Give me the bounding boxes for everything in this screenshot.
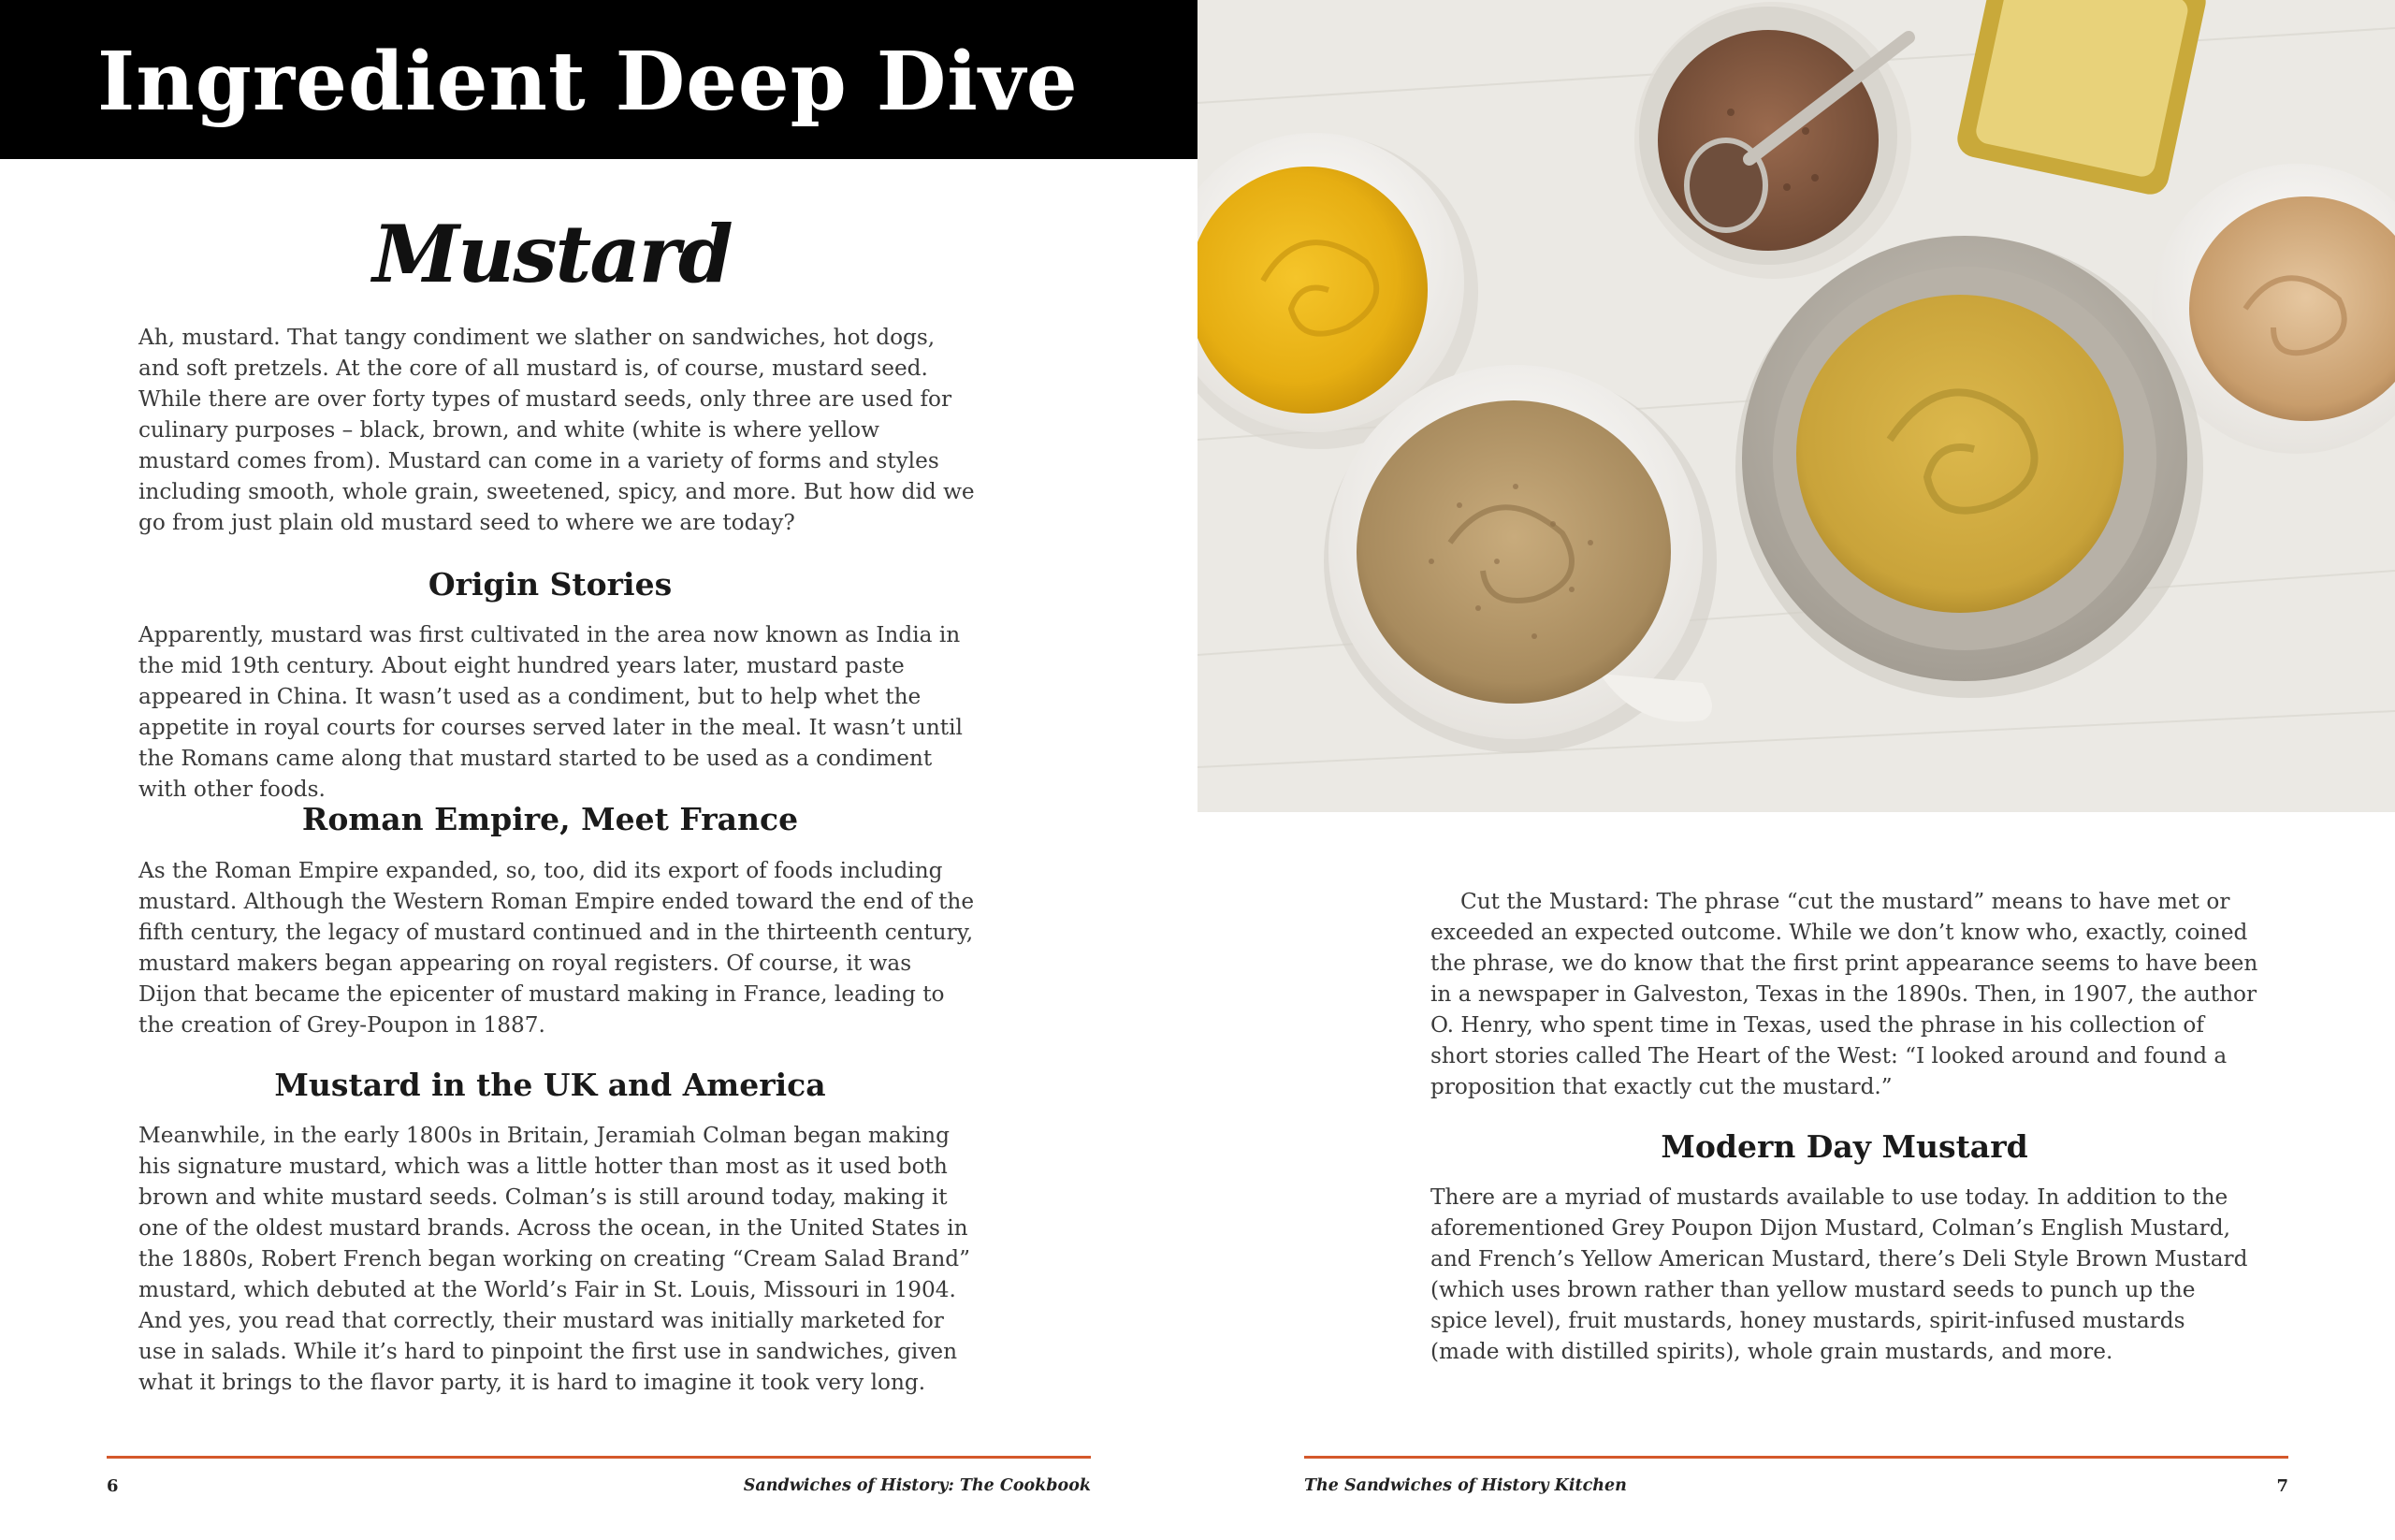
section-body-origin: Apparently, mustard was first cultivated in the area now known as India in the mid 19th century. About eight hundred years later, mustard paste appeared in China. It wasn’t used as a condiment, but to help whet the appetite in royal courts for courses served later in the meal. It wasn’t until the Romans came along that mustard started to be used as a condiment with other foods.: [138, 622, 963, 802]
section-body-modern: There are a myriad of mustards available to use today. In addition to the aforementioned Grey Poupon Dijon Mustard, Colman’s English Mustard, and French’s Yellow American Mustard, there’s Deli Style Brown Mustard (which uses brown rather than yellow mustard seeds to punch up the spice level), fruit mustards, honey mustards, spirit-infused mustards (made with distilled spirits), whole grain mustards, and more.: [1430, 1184, 2248, 1364]
article-title: Mustard: [372, 208, 732, 300]
section-body-uk-america: Meanwhile, in the early 1800s in Britain, Jeramiah Colman began making his signature mustard, which was a little hotter than most as it used both brown and white mustard seeds. Colman’s is still around today, making it one of the oldest mustard brands. Across the ocean, in the United States in the 1880s, Robert French began working on creating “Cream Salad Brand” mustard, which debuted at the World’s Fair in St. Louis, Missouri in 1904. And yes, you read that correctly, their mustard was initially marketed for use in salads. While it’s hard to pinpoint the first use in sandwiches, given what it brings to the flavor party, it is hard to imagine it took very long.: [138, 1123, 971, 1395]
cut-the-mustard-paragraph: Cut the Mustard: The phrase “cut the mustard” means to have met or exceeded an expected outcome. While we don’t know who, exactly, coined the phrase, we do know that the first print appearance seems to have been in a newspaper in Galveston, Texas in the 1890s. Then, in 1907, the author O. Henry, who spent time in Texas, used the phrase in his collection of short stories called The Heart of the West: “I looked around and found a proposition that exactly cut the mustard.”: [1430, 889, 2258, 1099]
section-body-roman: As the Roman Empire expanded, so, too, did its export of foods including mustard. Although the Western Roman Empire ended toward the end of the fifth century, the legacy of mustard continued and in the thirteenth century, mustard makers began appearing on royal registers. Of course, it was Dijon that became the epicenter of mustard making in France, leading to the creation of Grey-Poupon in 1887.: [138, 858, 975, 1038]
intro-paragraph: Ah, mustard. That tangy condiment we slather on sandwiches, hot dogs, and soft pretzels. At the core of all mustard is, of course, mustard seed. While there are over forty types of mustard seeds, only three are used for culinary purposes – black, brown, and white (white is where yellow mustard comes from). Mustard can come in a variety of forms and styles including smooth, whole grain, sweetened, spicy, and more. But how did we go from just plain old mustard seed to where we are today?: [138, 325, 975, 535]
page-number-left: 6: [107, 1476, 119, 1496]
mustard-bowls-photo: [1198, 0, 2395, 812]
footer-rule-left: [107, 1456, 1091, 1459]
header-banner: [0, 0, 1198, 159]
banner-title: Ingredient Deep Dive: [97, 35, 1079, 129]
running-title-left: Sandwiches of History: The Cookbook: [743, 1476, 1091, 1495]
section-heading-roman: Roman Empire, Meet France: [301, 801, 799, 837]
section-heading-modern: Modern Day Mustard: [1661, 1128, 2028, 1165]
section-heading-origin: Origin Stories: [428, 566, 673, 603]
running-title-right: The Sandwiches of History Kitchen: [1304, 1476, 1627, 1495]
section-heading-uk-america: Mustard in the UK and America: [274, 1067, 826, 1103]
footer-rule-right: [1304, 1456, 2288, 1459]
page-number-right: 7: [2276, 1476, 2288, 1496]
